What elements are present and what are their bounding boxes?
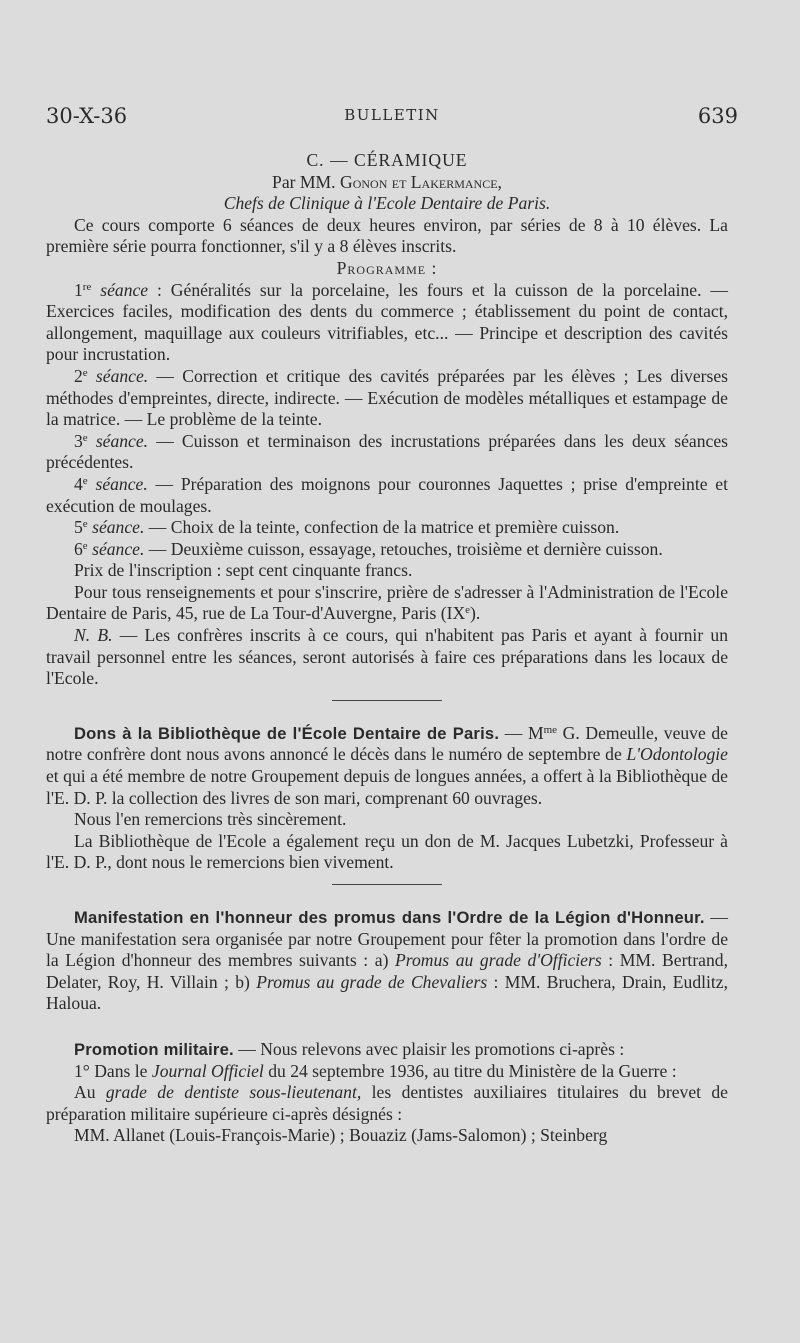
ceramique-price: Prix de l'inscription : sept cent cinquante francs. bbox=[74, 560, 413, 581]
ceramique-nb: N. B. — Les confrères inscrits à ce cours, qui n'habitent pas Paris et ayant à fournir un travail personnel entre les séances, seront autorisés à faire ces préparations dans les locaux de l'Ecole. bbox=[46, 625, 728, 689]
session-1: 1re séance : Généralités sur la porcelaine, les fours et la cuisson de la porcelaine. — Exercices faciles, modification des dents du commerce ; établissement du point de contact, allongement, maquillage aux couleurs vitrifiables, etc... — Principe et description des cavités pour incrustation. bbox=[46, 279, 728, 365]
promotion-title: Promotion militaire. bbox=[74, 1039, 234, 1059]
ceramique-affiliation: Chefs de Clinique à l'Ecole Dentaire de Paris. bbox=[223, 193, 551, 214]
promotion-paragraph: Promotion militaire. — Nous relevons avec plaisir les promotions ci-après : bbox=[74, 1038, 625, 1059]
section-divider bbox=[332, 884, 442, 885]
manifestation-title: Manifestation en l'honneur des promus dans l'Ordre de la Légion d'Honneur. bbox=[74, 908, 705, 927]
dons-thanks: Nous l'en remercions très sincèrement. bbox=[74, 809, 347, 830]
dons-lubetzki: La Bibliothèque de l'Ecole a également reçu un don de M. Jacques Lubetzki, Professeur à l'E. D. P., dont nous le remercions bien vivement. bbox=[46, 830, 728, 873]
page-header bbox=[46, 104, 738, 134]
page-body bbox=[46, 150, 728, 1147]
section-title-ceramique: C. — CÉRAMIQUE bbox=[306, 150, 468, 170]
promotion-names: MM. Allanet (Louis-François-Marie) ; Bouaziz (Jams-Salomon) ; Steinberg bbox=[74, 1125, 608, 1146]
promotion-journal: 1° Dans le Journal Officiel du 24 septembre 1936, au titre du Ministère de la Guerre : bbox=[74, 1060, 677, 1081]
programme-label: Programme : bbox=[336, 257, 438, 278]
ceramique-authors: Par MM. Gonon et Lakermance, bbox=[272, 171, 502, 192]
session-2: 2e séance. — Correction et critique des cavités préparées par les élèves ; Les diverses méthodes d'empreintes, directe, indirecte. — Exécution de modèles métalliques et estampage de la matrice. — Le problème de la teinte. bbox=[46, 365, 729, 430]
session-4: 4e séance. — Préparation des moignons pour couronnes Jaquettes ; prise d'empreinte et exécution de moulages. bbox=[46, 473, 728, 516]
ceramique-intro: Ce cours comporte 6 séances de deux heures environ, par séries de 8 à 10 élèves. La première série pourra fonctionner, s'il y a 8 élèves inscrits. bbox=[46, 214, 728, 257]
dons-title: Dons à la Bibliothèque de l'École Dentaire de Paris. bbox=[74, 723, 500, 743]
ceramique-info: Pour tous renseignements et pour s'inscrire, prière de s'adresser à l'Administration de l'Ecole Dentaire de Paris, 45, rue de La Tour-d'Auvergne, Paris (IXe). bbox=[46, 581, 728, 624]
session-6: 6e séance. — Deuxième cuisson, essayage, retouches, troisième et dernière cuisson. bbox=[74, 538, 663, 559]
section-divider bbox=[332, 700, 442, 701]
header-journal-title: BULLETIN bbox=[344, 106, 440, 124]
header-date: 30-X-36 bbox=[46, 104, 128, 128]
session-5: 5e séance. — Choix de la teinte, confection de la matrice et première cuisson. bbox=[74, 517, 620, 538]
manifestation-paragraph: Manifestation en l'honneur des promus dans l'Ordre de la Légion d'Honneur. — Une manifestation sera organisée par notre Groupement pour fêter la promotion dans l'ordre de la Légion d'honneur des membres suivants : a) Promus au grade d'Officiers : MM. Bertrand, Delater, Roy, H. Villain ; b) Promus au grade de Chevaliers : MM. Bruchera, Drain, Eudlitz, Haloua. bbox=[46, 907, 729, 1014]
dons-paragraph: Dons à la Bibliothèque de l'École Dentaire de Paris. — $M^{me}$ G. Demeulle, veuve de notre confrère dont nous avons annoncé le décès dans le numéro de septembre de L'Odontologie et qui a été membre de notre Groupement depuis de longues années, a offert à la Bibliothèque de l'E. D. P. la collection des livres de son mari, comprenant 60 ouvrages. bbox=[46, 722, 728, 808]
session-3: 3e séance. — Cuisson et terminaison des incrustations préparées dans les deux séances précédentes. bbox=[46, 430, 728, 473]
promotion-grade: Au grade de dentiste sous-lieutenant, les dentistes auxiliaires titulaires du brevet de préparation militaire supérieure ci-après désignés : bbox=[46, 1082, 728, 1124]
page-number: 639 bbox=[697, 104, 738, 128]
